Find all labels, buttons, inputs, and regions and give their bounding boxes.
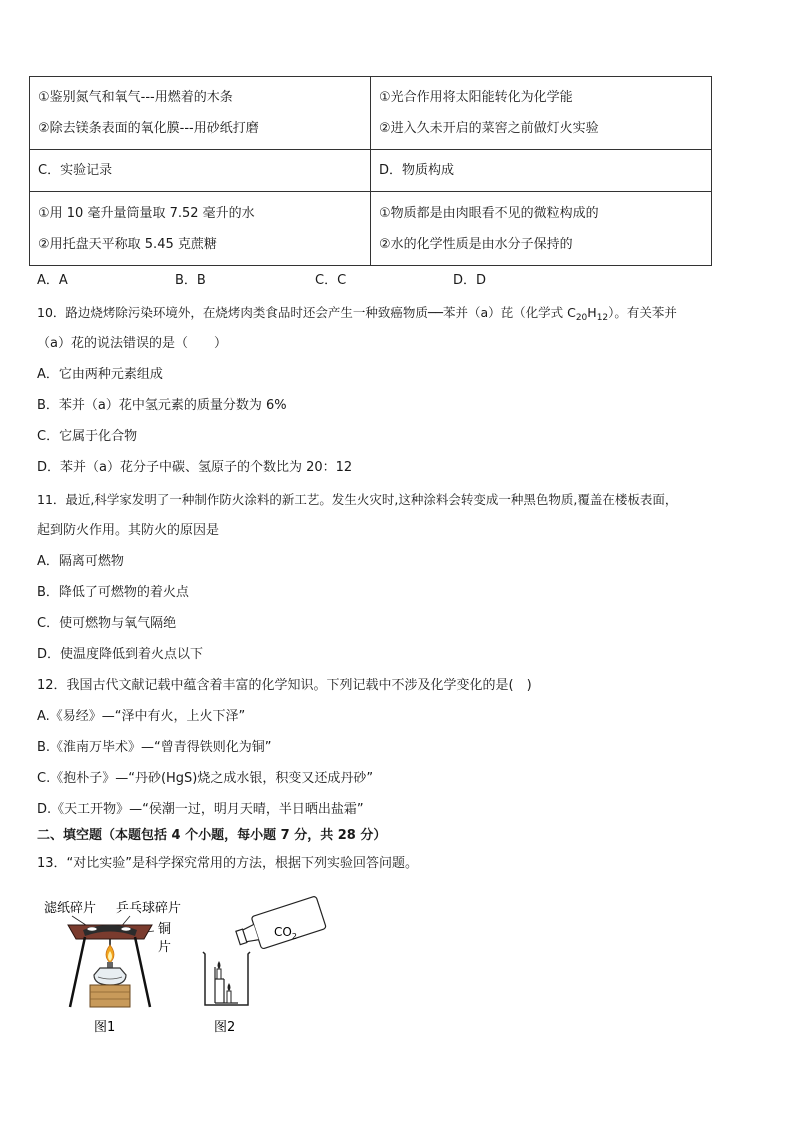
label-pingpong: 乒乓球碎片 [116,901,182,916]
option-c: C．C [315,273,347,288]
cell-line: ②除去镁条表面的氧化膜---用砂纸打磨 [38,121,259,136]
q10-option-a: A．它由两种元素组成 [37,367,163,382]
option-a: A．A [37,273,68,288]
lamp-wick [107,962,113,968]
candle-high [217,969,221,979]
question-12-stem: 12．我国古代文献记载中蕴含着丰富的化学知识。下列记载中不涉及化学变化的是( ) [37,678,532,693]
q12-option-b: B.《淮南万毕术》—“曾青得铁则化为铜” [37,740,272,755]
q11-option-b: B．降低了可燃物的着火点 [37,585,189,600]
question-13-stem: 13．“对比实验”是科学探究常用的方法，根据下列实验回答问题。 [37,856,419,871]
cell-line: ①光合作用将太阳能转化为化学能 [379,90,573,105]
question-11-stem: 11．最近,科学家发明了一种制作防火涂料的新工艺。发生火灾时,这种涂料会转变成一种黑色物质,覆盖在楼板表面， [37,492,678,507]
table-cell: C．实验记录 [30,150,371,192]
table-cell: D．物质构成 [371,150,712,192]
q10-stem-part: H [587,305,597,320]
table-row [30,77,712,150]
q12-option-c: C.《抱朴子》—“丹砂(HgS)烧之成水银，积变又还成丹砂” [37,771,374,786]
option-b: B．B [175,273,206,288]
figure-2 [200,895,330,1040]
q11-option-a: A．隔离可燃物 [37,554,124,569]
question-11-stem-line2: 起到防火作用。其防火的原因是 [37,523,220,538]
flame-icon [228,983,231,991]
table-cell [30,77,371,150]
alcohol-lamp [94,968,126,985]
label-copper-2: 片 [158,940,172,955]
co2-subscript: 2 [291,932,297,941]
cell-line: ①用 10 毫升量筒量取 7.52 毫升的水 [38,205,255,221]
table-row [30,150,712,192]
cell-line: ②用托盘天平称取 5.45 克蔗糖 [38,236,217,252]
pingpong-piece [121,927,131,931]
question-10-stem [37,304,677,327]
q10-option-b: B．苯并（a）花中氢元素的质量分数为 6% [37,398,287,413]
table-cell [371,192,712,266]
figure-1 [40,895,195,1040]
candle-low [227,991,231,1003]
section-heading: 二、填空题（本题包括 4 个小题，每小题 7 分，共 28 分） [37,828,387,843]
wooden-block [90,985,130,1007]
tripod-leg [135,937,150,1007]
question-10-stem-line2: （a）花的说法错误的是（ ） [37,336,227,351]
q10-option-c: C．它属于化合物 [37,429,138,444]
table-cell [371,77,712,150]
figure-2-caption: 图2 [214,1020,236,1035]
tripod-leg [70,937,85,1007]
flame-icon [218,961,221,969]
q11-option-d: D．使温度降低到着火点以下 [37,647,204,662]
table-cell [30,192,371,266]
q11-option-c: C．使可燃物与氧气隔绝 [37,616,177,631]
label-filter-paper: 滤纸碎片 [44,901,97,916]
co2-label-text: CO [274,925,292,939]
bottle-body [251,896,326,949]
subscript: 12 [596,313,609,323]
figure-1-caption: 图1 [94,1020,116,1035]
options-table [29,76,712,266]
q10-stem-part: ）。有关苯并 [608,305,677,320]
subscript: 20 [575,313,588,323]
q10-option-d: D．苯并（a）花分子中碳、氢原子的个数比为 20：12 [37,460,353,475]
table-row [30,192,712,266]
q12-option-a: A.《易经》—“泽中有火，上火下泽” [37,709,246,724]
cell-line: ②水的化学性质是由水分子保持的 [379,236,573,252]
q12-option-d: D.《天工开物》—“侯潮一过，明月天晴，半日晒出盐霜” [37,802,364,817]
cell-line: ②进入久未开启的菜窖之前做灯火实验 [379,121,599,136]
cell-line: ①鉴别氮气和氧气---用燃着的木条 [38,90,233,105]
cell-line: ①物质都是由肉眼看不见的微粒构成的 [379,205,599,221]
option-d: D．D [453,273,487,288]
label-copper-1: 铜 [158,922,172,937]
filter-paper-piece [87,927,97,931]
q10-stem-part: 10．路边烧烤除污染环境外，在烧烤肉类食品时还会产生一种致癌物质──苯并（a）芘（化学式 C [37,305,576,320]
